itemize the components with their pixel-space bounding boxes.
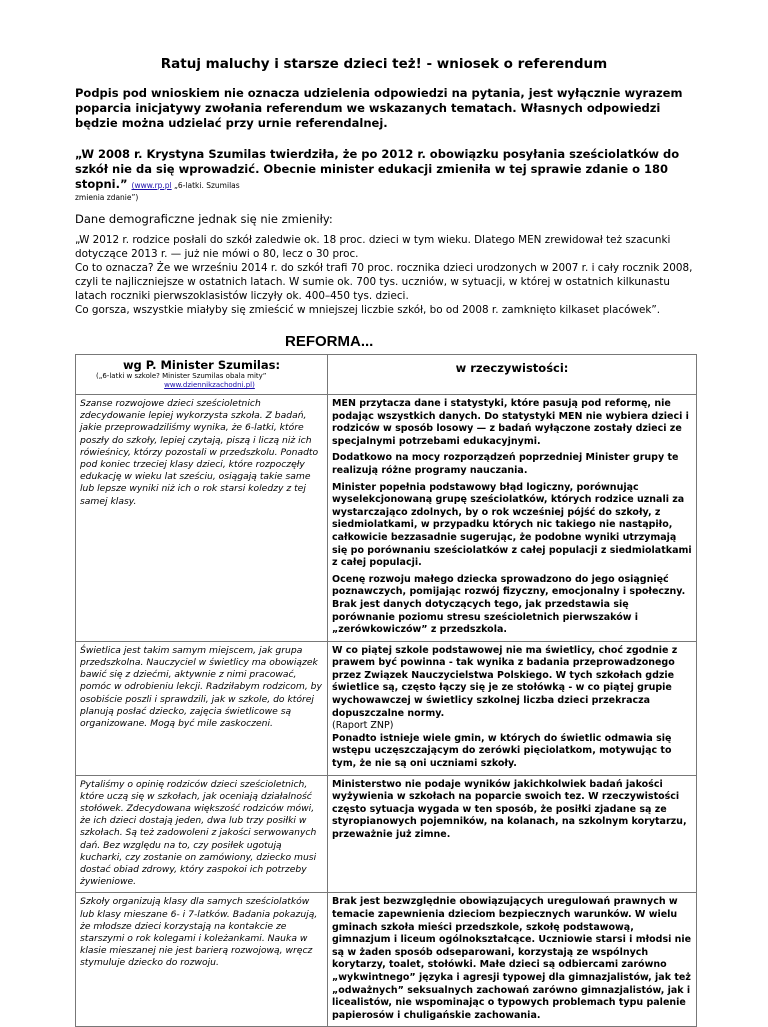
demographics-lead: Dane demograficzne jednak się nie zmieniły: (75, 212, 333, 226)
demographics-line: „W 2012 r. rodzice posłali do szkół zaledwie ok. 18 proc. dzieci w tym wieku. Dlatego MEN zrewidował też szacunki dotyczące 2013 r. — już nie mówi o 80, lecz o 30 proc. (75, 234, 671, 260)
column-header-minister (76, 355, 328, 395)
reality-paragraph: Ponadto istnieje wiele gmin, w których do świetlic odmawia się wstępu uczęszczającym do zerówki pięciolatkom, motywując to tym, że nie są oni uczniami szkoły. (332, 732, 672, 770)
table-row (76, 641, 697, 775)
quote-source-link[interactable]: (www.rp.pl (131, 181, 172, 190)
comparison-table (75, 354, 697, 1027)
document-page (75, 56, 693, 1027)
quote-source-rest: „6-latki. Szumilas (174, 181, 240, 190)
column-header-minister-source-link[interactable]: www.dziennikzachodni.pl) (164, 381, 255, 389)
column-header-minister-source (80, 372, 323, 390)
column-header-minister-source-text: („6-latki w szkole? Minister Szumilas obala mity” (96, 372, 267, 380)
reality-cell (328, 395, 697, 642)
table-row (76, 395, 697, 642)
intro-paragraph: Podpis pod wnioskiem nie oznacza udzielenia odpowiedzi na pytania, jest wyłącznie wyrazem poparcia inicjatywy zwołania referendum we wskazanych tematach. Własnych odpowiedzi będzie można udzielać przy urnie referendalnej. (75, 86, 683, 130)
minister-claim-cell: Pytaliśmy o opinię rodziców dzieci sześcioletnich, które uczą się w szkołach, jak oceniają działalność stołówek. Zdecydowana większość rodziców mówi, że ich dzieci dostają jeden, dwa lub trzy posiłki w szkołach. Są też zadowoleni z jakości serwowanych dań. Bez względu na to, czy posiłek ugotują kucharki, czy zostanie on zamówiony, dziecko musi dostać obiad zdrowy, który zaspokoi ich potrzeby żywieniowe. (76, 775, 328, 893)
table-header-row (76, 355, 697, 395)
table-row (76, 893, 697, 1027)
reality-source: (Raport ZNP) (332, 720, 394, 732)
quote-source (132, 181, 240, 190)
column-header-reality: w rzeczywistości: (328, 355, 697, 395)
minister-claim-cell: Szkoły organizują klasy dla samych sześciolatków lub klasy mieszane 6- i 7-latków. Badania pokazują, że młodsze dzieci korzystają na kontakcie ze starszymi o rok kolegami i koleżankami. Nauka w klasie mieszanej nie jest barierą rozwojową, wręcz stymuluje dziecko do rozwoju. (76, 893, 328, 1027)
minister-claim-cell: Szanse rozwojowe dzieci sześcioletnich zdecydowanie lepiej wykorzysta szkoła. Z badań, jakie przeprowadziliśmy wynika, że 6-latki, które poszły do szkoły, lepiej czytają, piszą i liczą niż ich rówieśnicy, którzy pozostali w przedszkolu. Ponadto pod koniec trzeciej klasy dzieci, które rozpoczęły edukację w wieku lat sześciu, osiągają takie same lub lepsze wyniki niż ich o rok starsi koledzy z tej samej klasy. (76, 395, 328, 642)
demographics-line: Co gorsza, wszystkie miałyby się zmieścić w mniejszej liczbie szkół, bo od 2008 r. zamknięto kilkaset placówek”. (75, 304, 661, 316)
reform-heading: REFORMA... (285, 333, 374, 350)
demographics-line: Co to oznacza? Że we wrześniu 2014 r. do szkół trafi 70 proc. rocznika dzieci urodzonych w 2007 r. i cały rocznik 2008, czyli te najliczniejsze w ostatnich latach. W sumie ok. 700 tys. uczniów, w sytuacji, w której w ostatnich kilkunastu latach roczniki pierwszoklasistów liczyły ok. 400–450 tys. dzieci. (75, 262, 693, 302)
reality-paragraph: Minister popełnia podstawowy błąd logiczny, porównując wyselekcjonowaną grupę sześciolatków, których rodzice uznali za wystarczająco zdolnych, by o rok wcześniej pójść do szkoły, z siedmiolatkami, w przypadku których nic takiego nie nastąpiło, całkowicie bezzasadnie sugerując, że podobne wyniki utrzymają się po porównaniu sześciolatków z całej populacji z siedmiolatkami z całej populacji. (332, 481, 692, 569)
reality-cell: Brak jest bezwzględnie obowiązujących uregulowań prawnych w temacie zapewnienia dzieciom bezpiecznych warunków. W wielu gminach szkoła mieści przedszkole, szkołę podstawową, gimnazjum i liceum ogólnokształcące. Uczniowie starsi i młodsi nie są w żaden sposób odseparowani, korzystają ze wspólnych korytarzy, toalet, stołówki. Małe dzieci są odbiercami zarówno „wykwintnego” języka i agresji typowej dla gimnazjalistów, jak też „odważnych” seksualnych zachowań zarówno gimnazjalistów, jak i licealistów, nie wspominając o typowych problemach typu palenie papierosów i chuligańskie zachowania. (328, 893, 697, 1027)
reality-cell: Ministerstwo nie podaje wyników jakichkolwiek badań jakości wyżywienia w szkołach na poparcie swoich tez. W rzeczywistości często sytuacja wygada w ten sposób, że posiłki zjadane są ze styropianowych pojemników, na kolanach, na szkolnym korytarzu, przeważnie już zimne. (328, 775, 697, 893)
reality-paragraph: MEN przytacza dane i statystyki, które pasują pod reformę, nie podając wszystkich danych. Do statystyki MEN nie wybiera dzieci i rodziców w sposób losowy — z badań wyłączone zostały dzieci ze specjalnymi potrzebami edukacyjnymi. (332, 398, 689, 447)
quote-paragraph (75, 147, 693, 193)
document-title: Ratuj maluchy i starsze dzieci też! - wniosek o referendum (160, 56, 608, 72)
reality-paragraph: W co piątej szkole podstawowej nie ma świetlicy, choć zgodnie z prawem być powinna - tak wynika z badania przeprowadzonego przez Związek Nauczycielstwa Polskiego. W tych szkołach gdzie świetlice są, często łączy się je ze stołówką - w co piątej grupie wychowawczej w świetlicy szkolnej liczba dzieci przekracza dopuszczalne normy. (332, 644, 678, 719)
reality-cell (328, 641, 697, 775)
table-row (76, 775, 697, 893)
reality-paragraph: Dodatkowo na mocy rozporządzeń poprzedniej Minister grupy te realizują różne programy nauczania. (332, 452, 679, 476)
quote-source-line2: zmienia zdanie”) (75, 193, 139, 202)
column-header-minister-title: wg P. Minister Szumilas: (122, 358, 281, 372)
minister-claim-cell: Świetlica jest takim samym miejscem, jak grupa przedszkolna. Nauczyciel w świetlicy ma obowiązek bawić się z dziećmi, aktywnie z nimi pracować, pomóc w odrobieniu lekcji. Radziłabym rodzicom, by osobiście poszli i sprawdzili, jak w szkole, do której planują posłać dziecko, zajęcia świetlicowe są organizowane. Mogą być mile zaskoczeni. (76, 641, 328, 775)
reality-paragraph: Ocenę rozwoju małego dziecka sprowadzono do jego osiągnięć poznawczych, pomijając rozwój fizyczny, emocjonalny i społeczny. Brak jest danych dotyczących tego, jak przedstawia się porównanie poziomu stresu sześcioletnich pierwszaków i „zerówkowiczów” z przedszkola. (332, 573, 686, 636)
demographics-quote (75, 233, 693, 317)
quote-text: „W 2008 r. Krystyna Szumilas twierdziła, że po 2012 r. obowiązku posyłania sześciolatków do szkół nie da się wprowadzić. Obecnie minister edukacji zmieniła w tej sprawie zdanie o 180 stopni.” (75, 147, 680, 191)
